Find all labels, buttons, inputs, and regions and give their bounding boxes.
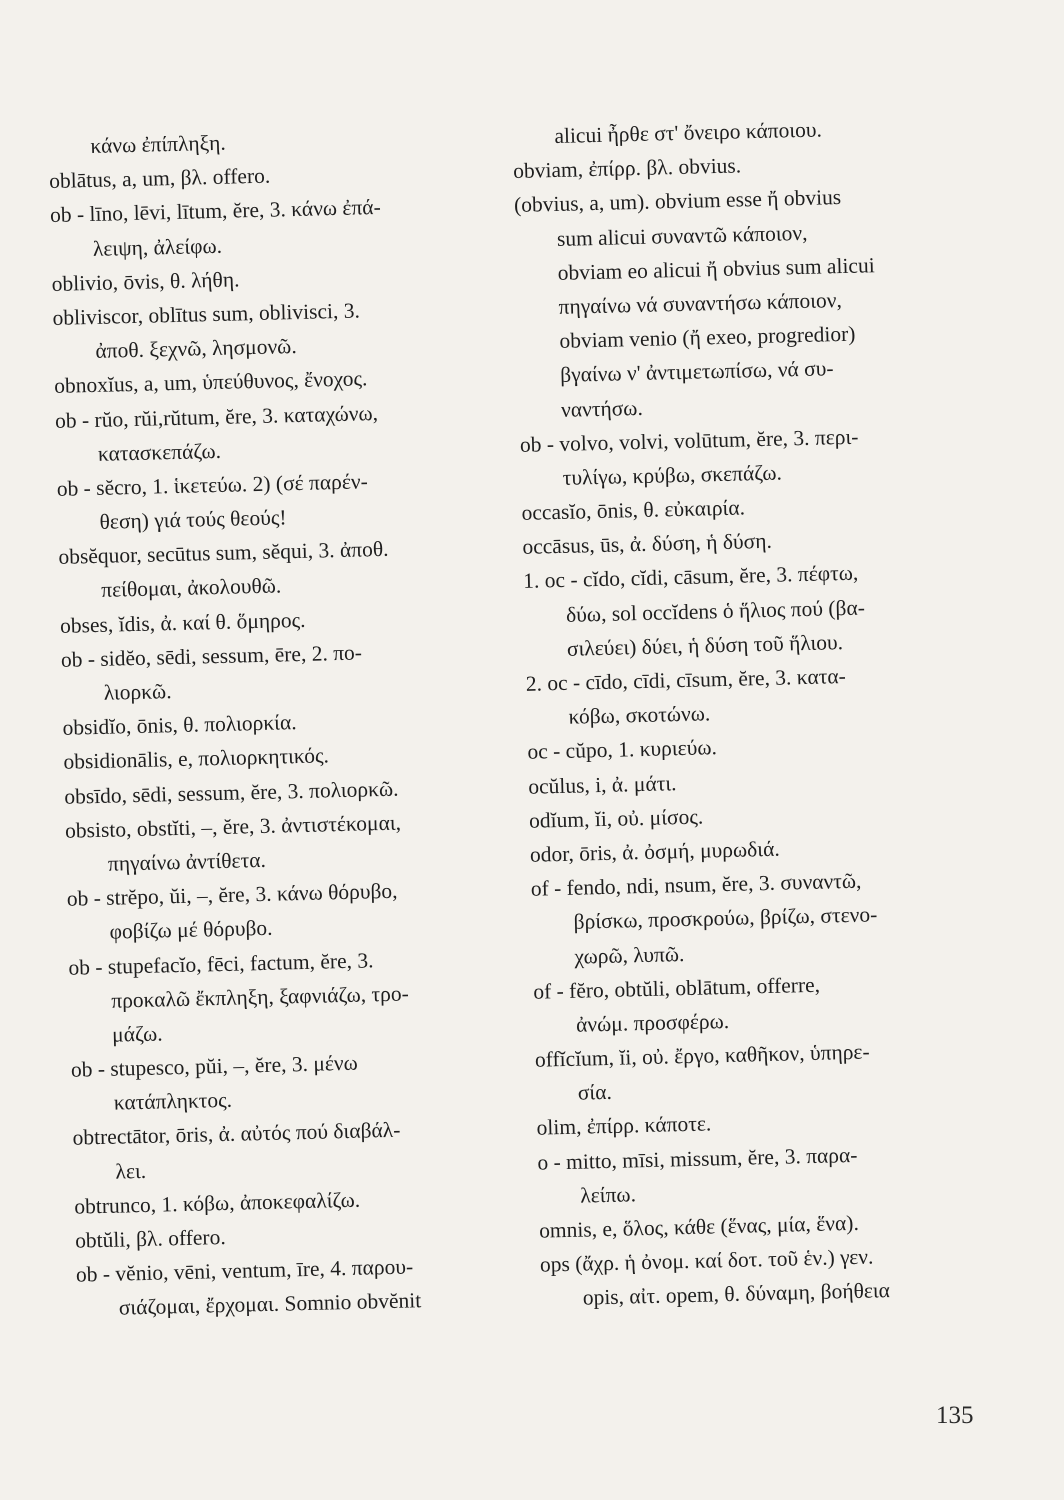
- left-column: [48, 119, 532, 1326]
- dictionary-line: δύω, sol occĭdens ὁ ἥλιος πού (βα-: [565, 595, 866, 627]
- dictionary-line: (obvius, a, um). obvium esse ἤ obvius: [513, 185, 842, 218]
- dictionary-line: olim, ἐπίρρ. κάποτε.: [536, 1111, 712, 1141]
- dictionary-line: odor, ōris, ἀ. ὀσμή, μυρωδιά.: [529, 836, 780, 867]
- right-column: [512, 108, 1021, 1316]
- dictionary-line: ναντήσω.: [560, 395, 644, 422]
- dictionary-line: of - fĕro, obtŭli, oblātum, offerre,: [533, 972, 821, 1004]
- dictionary-line: κατασκεπάζω.: [97, 438, 222, 466]
- dictionary-line: ob - rŭo, rŭi,rŭtum, ĕre, 3. καταχώνω,: [54, 400, 379, 433]
- dictionary-line: ob - vĕnio, vēni, ventum, īre, 4. παρου-: [75, 1254, 414, 1287]
- dictionary-line: obsidionālis, e, πολιορκητικός.: [63, 743, 330, 775]
- dictionary-line: obnoxĭus, a, um, ὑπεύθυνος, ἔνοχος.: [53, 366, 368, 399]
- dictionary-line: σιλεύει) δύει, ἡ δύση τοῦ ἥλιου.: [566, 629, 844, 661]
- dictionary-line: o - mitto, mīsi, missum, ĕre, 3. παρα-: [537, 1142, 858, 1175]
- dictionary-line: χωρῶ, λυπῶ.: [574, 941, 685, 969]
- dictionary-line: obviam venio (ἤ exeo, progredior): [559, 321, 856, 354]
- dictionary-line: ob - volvo, volvi, volūtum, ĕre, 3. περι-: [519, 424, 859, 457]
- dictionary-line: opis, αἰτ. opem, θ. δύναμη, βοήθεια: [582, 1278, 891, 1310]
- dictionary-line: κόβω, σκοτώνω.: [568, 701, 711, 729]
- dictionary-line: 1. oc - cĭdo, cĭdi, cāsum, ĕre, 3. πέφτω,: [522, 561, 859, 594]
- dictionary-line: obtrunco, 1. κόβω, ἀποκεφαλίζω.: [74, 1187, 361, 1219]
- dictionary-line: obses, ĭdis, ἀ. καί θ. ὅμηρος.: [59, 607, 306, 638]
- dictionary-line: obtrectātor, ōris, ἀ. αὐτός πού διαβάλ-: [72, 1118, 401, 1151]
- dictionary-line: of - fendo, ndi, nsum, ĕre, 3. συναντῶ,: [530, 868, 862, 901]
- dictionary-line: βρίσκω, προσκρούω, βρίζω, στενο-: [573, 902, 878, 935]
- dictionary-line: 2. oc - cīdo, cīdi, cīsum, ĕre, 3. κατα-: [525, 664, 847, 696]
- dictionary-line: omnis, e, ὅλος, κάθε (ἕνας, μία, ἕνα).: [538, 1210, 860, 1243]
- dictionary-line: πείθομαι, ἀκολουθῶ.: [100, 573, 282, 603]
- dictionary-line: κάνω ἐπίπληξη.: [90, 130, 227, 158]
- dictionary-line: κατάπληκτος.: [113, 1088, 233, 1115]
- dictionary-line: σία.: [577, 1080, 613, 1105]
- dictionary-line: λιορκῶ.: [103, 679, 172, 705]
- dictionary-line: φοβίζω μέ θόρυβο.: [109, 916, 273, 945]
- dictionary-line: ob - stupefacĭo, fēci, factum, ĕre, 3.: [68, 947, 374, 980]
- dictionary-line: βγαίνω ν' ἀντιμετωπίσω, νά συ-: [559, 356, 834, 388]
- dictionary-line: ob - strĕpo, ŭi, –, ĕre, 3. κάνω θόρυβο,: [66, 878, 398, 911]
- dictionary-line: ocŭlus, i, ἀ. μάτι.: [527, 770, 677, 799]
- dictionary-line: sum alicui συναντῶ κάποιον,: [556, 220, 808, 251]
- dictionary-line: offĭcĭum, ĭi, οὐ. ἔργο, καθῆκον, ὑπηρε-: [534, 1039, 870, 1072]
- dictionary-line: θεση) γιά τούς θεούς!: [99, 505, 287, 534]
- dictionary-line: obviam eo alicui ἤ obvius sum alicui: [557, 252, 875, 285]
- dictionary-line: λείπω.: [580, 1182, 637, 1208]
- dictionary-line: σιάζομαι, ἔρχομαι. Somnio obvĕnit: [118, 1288, 422, 1320]
- dictionary-line: ob - stupesco, pŭi, –, ĕre, 3. μένω: [70, 1050, 359, 1082]
- dictionary-line: alicui ἦρθε στ' ὄνειρο κάποιου.: [554, 117, 823, 148]
- dictionary-line: obsisto, obstĭti, –, ĕre, 3. ἀντιστέκομαι,: [64, 810, 402, 843]
- dictionary-line: obsĕquor, secūtus sum, sĕqui, 3. ἀποθ.: [58, 537, 389, 570]
- dictionary-line: obviam, ἐπίρρ. βλ. obvius.: [512, 153, 742, 184]
- dictionary-line: oc - cŭpo, 1. κυριεύω.: [527, 735, 718, 765]
- dictionary-line: ἀποθ. ξεχνῶ, λησμονῶ.: [95, 334, 297, 364]
- dictionary-line: πηγαίνω νά συναντήσω κάποιον,: [558, 287, 843, 319]
- dictionary-line: obtŭli, βλ. offero.: [74, 1224, 226, 1253]
- dictionary-line: obliviscor, oblītus sum, oblivisci, 3.: [52, 298, 361, 330]
- dictionary-line: ob - sĕcro, 1. ἱκετεύω. 2) (σέ παρέν-: [56, 469, 369, 501]
- dictionary-line: occasĭo, ōnis, θ. εὐκαιρία.: [521, 495, 746, 525]
- dictionary-line: μάζω.: [111, 1021, 163, 1047]
- dictionary-line: oblātus, a, um, βλ. offero.: [48, 163, 271, 194]
- dictionary-line: ἀνώμ. προσφέρω.: [575, 1008, 730, 1037]
- dictionary-line: τυλίγω, κρύβω, σκεπάζω.: [562, 460, 783, 490]
- dictionary-line: obsidĭo, ōnis, θ. πολιορκία.: [62, 710, 297, 741]
- page-number: 135: [936, 1402, 974, 1429]
- dictionary-line: ops (ἄχρ. ἡ ὀνομ. καί δοτ. τοῦ ἑν.) γεν.: [539, 1244, 874, 1277]
- dictionary-line: occāsus, ūs, ἀ. δύση, ἡ δύση.: [522, 529, 773, 560]
- dictionary-line: προκαλῶ ἔκπληξη, ξαφνιάζω, τρο-: [110, 981, 410, 1013]
- dictionary-line: ob - sidĕo, sēdi, sessum, ēre, 2. πο-: [60, 640, 363, 672]
- dictionary-line: ob - līno, lēvi, lītum, ĕre, 3. κάνω ἐπά-: [49, 195, 381, 228]
- dictionary-line: obsīdo, sēdi, sessum, ĕre, 3. πολιορκῶ.: [63, 776, 399, 809]
- dictionary-line: πηγαίνω ἀντίθετα.: [107, 847, 267, 876]
- dictionary-line: oblivio, ōvis, θ. λήθη.: [51, 267, 240, 296]
- dictionary-line: odĭum, ĭi, οὐ. μίσος.: [528, 804, 704, 833]
- dictionary-line: λειψη, ἀλείφω.: [92, 233, 223, 261]
- dictionary-line: λει.: [115, 1158, 147, 1184]
